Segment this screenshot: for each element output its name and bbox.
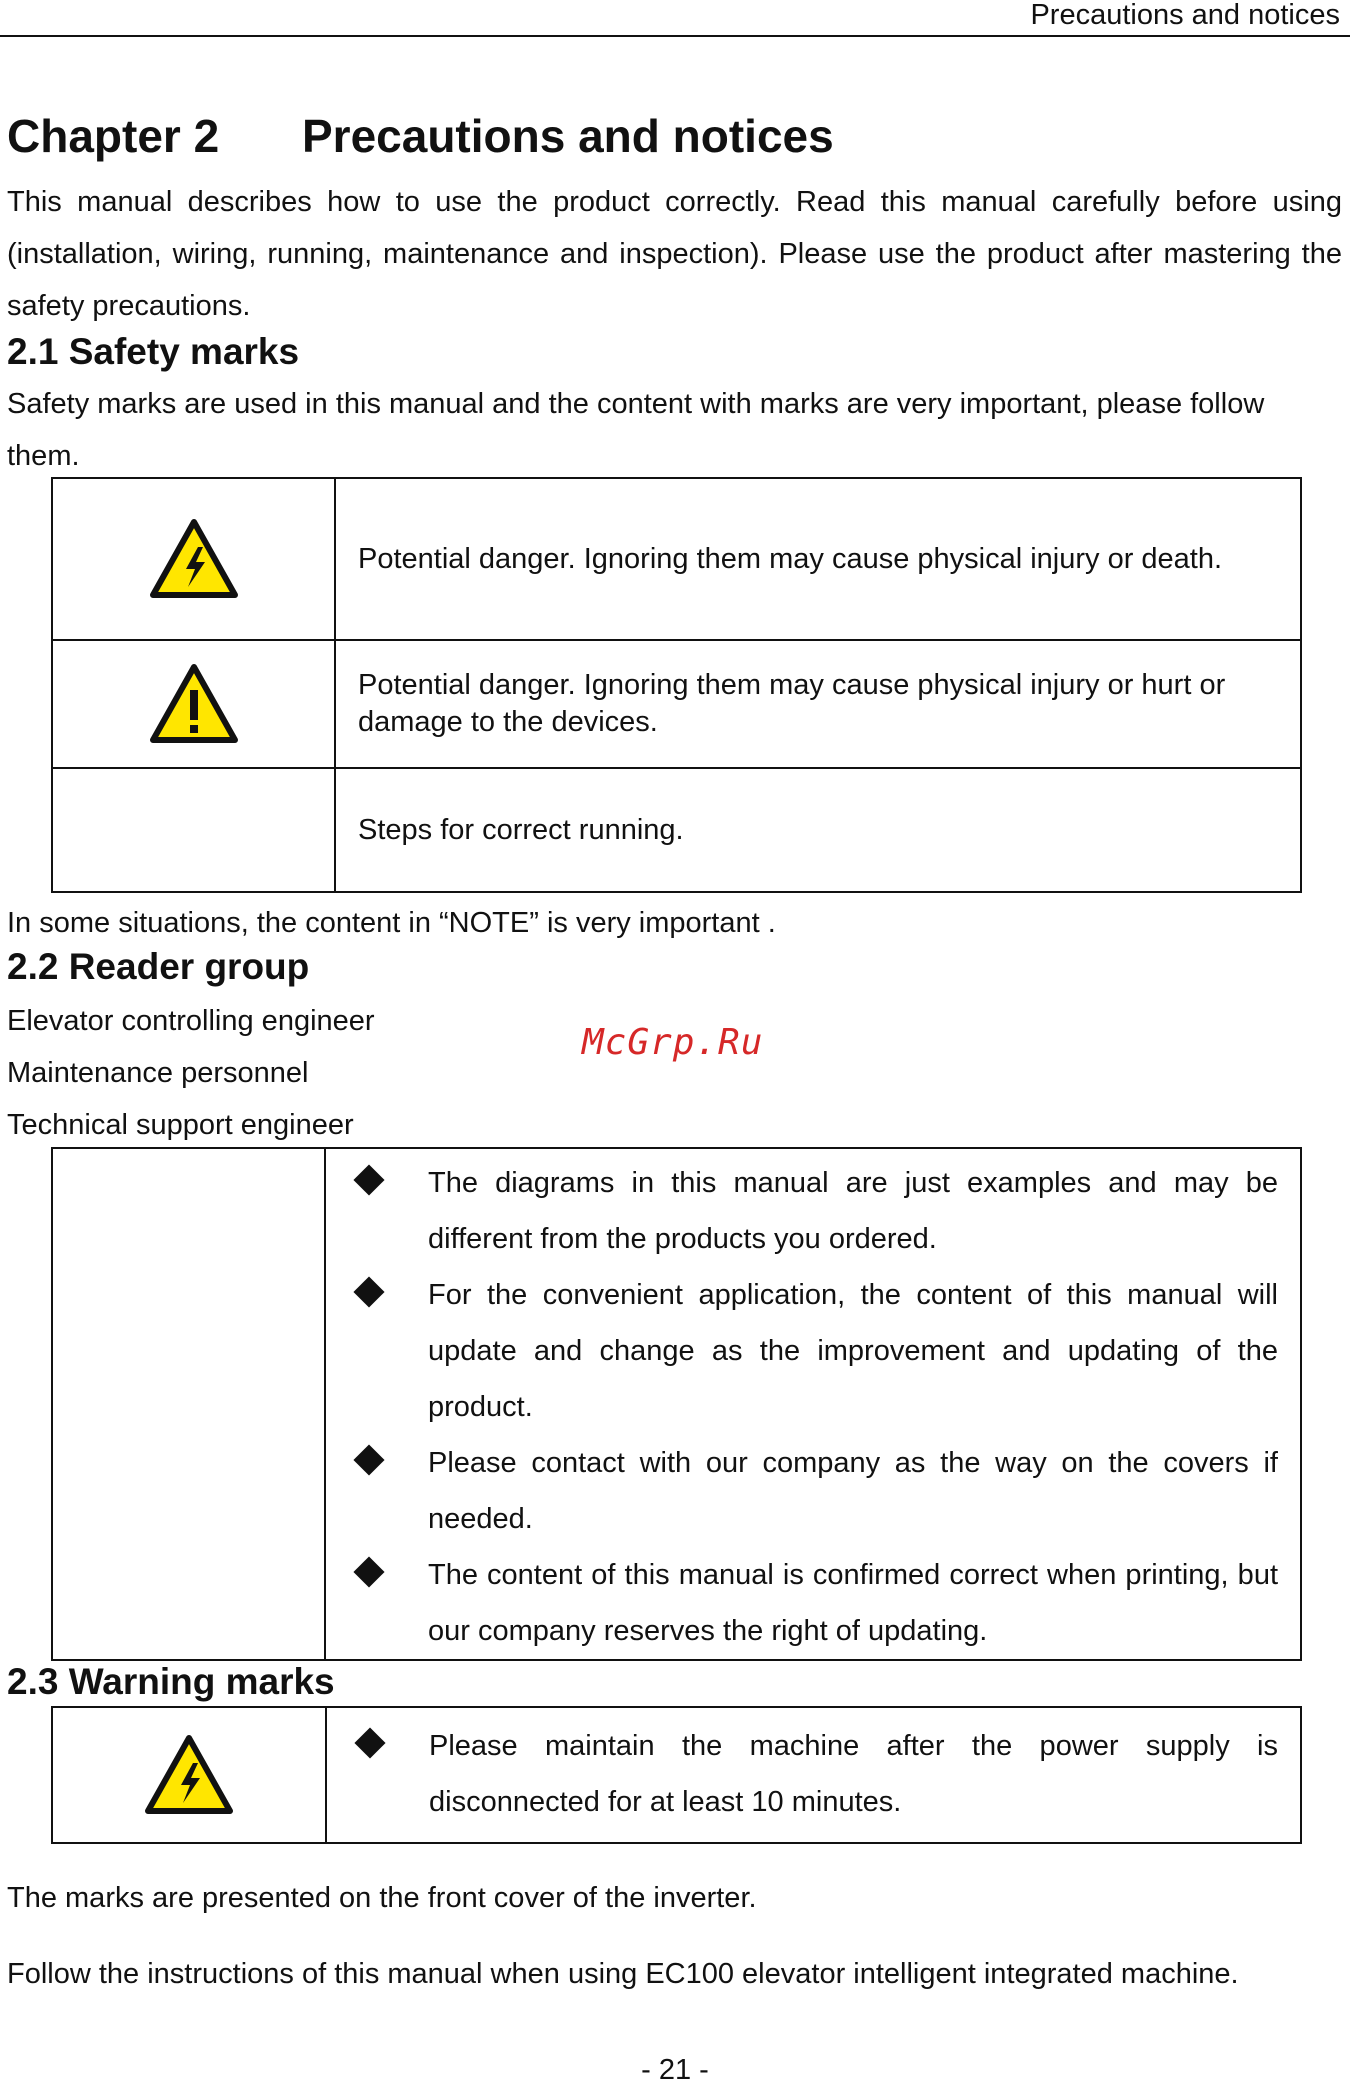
notes-table (51, 1147, 1302, 1661)
electric-shock-warning-icon (143, 1733, 235, 1817)
notes-list (326, 1149, 1300, 1659)
safety-text-cell (335, 768, 1301, 892)
safety-text-cell (335, 478, 1301, 640)
warning-row (52, 1707, 1301, 1843)
notes-list-cell (325, 1148, 1301, 1660)
safety-text-danger: Potential danger. Ignoring them may cause physical injury or death. (358, 542, 1223, 575)
list-item-text: Please maintain the machine after the power supply is disconnected for at least 10 minutes. (429, 1730, 1278, 1818)
list-item-text: The diagrams in this manual are just examples and may be different from the products you ordered. (428, 1167, 1278, 1255)
diamond-bullet-icon (353, 1444, 384, 1475)
list-item (347, 1718, 1278, 1830)
safety-marks-intro: Safety marks are used in this manual and the content with marks are very important, please follow them. (7, 388, 1265, 472)
safety-text-note: Steps for correct running. (358, 813, 684, 846)
safety-row-note (52, 768, 1301, 892)
list-item-text: For the convenient application, the content of this manual will update and change as the improvement and updating of the product. (428, 1279, 1278, 1423)
notes-icon-cell-empty (52, 1148, 325, 1660)
list-item (346, 1267, 1278, 1435)
section-heading-warning-marks: 2.3 Warning marks (7, 1661, 335, 1702)
exclamation-warning-icon (148, 662, 240, 746)
instructions-sentence: Follow the instructions of this manual when using EC100 elevator intelligent integrated machine. (7, 1958, 1239, 1990)
marks-location-sentence: The marks are presented on the front cover of the inverter. (7, 1882, 757, 1914)
safety-icon-cell (52, 478, 335, 640)
diamond-bullet-icon (354, 1727, 385, 1758)
safety-icon-cell (52, 640, 335, 768)
reader-item: Technical support engineer (7, 1109, 354, 1141)
intro-paragraph: This manual describes how to use the product correctly. Read this manual carefully before using (installation, wiring, running, maintenance and inspection). Please use the product after mastering the safety precautions. (7, 186, 1342, 322)
safety-text-caution: Potential danger. Ignoring them may cause physical injury or hurt or damage to the devices. (358, 669, 1226, 738)
warning-list (327, 1708, 1300, 1830)
section-heading-safety-marks: 2.1 Safety marks (7, 331, 300, 372)
list-item (346, 1155, 1278, 1267)
list-item-text: Please contact with our company as the way on the covers if needed. (428, 1447, 1278, 1535)
list-item (346, 1435, 1278, 1547)
safety-row-caution (52, 640, 1301, 768)
notes-row (52, 1148, 1301, 1660)
diamond-bullet-icon (353, 1276, 384, 1307)
note-sentence: In some situations, the content in “NOTE” is very important . (7, 907, 776, 939)
warning-marks-table (51, 1706, 1302, 1844)
diamond-bullet-icon (353, 1556, 384, 1587)
reader-item: Elevator controlling engineer (7, 1005, 375, 1037)
diamond-bullet-icon (353, 1164, 384, 1195)
safety-marks-table (51, 477, 1302, 893)
header-rule (0, 35, 1350, 37)
electric-shock-warning-icon (148, 517, 240, 601)
warning-text-cell (326, 1707, 1301, 1843)
chapter-number: Chapter 2 (7, 110, 220, 162)
watermark: McGrp.Ru (582, 1022, 764, 1063)
safety-icon-cell-empty (52, 768, 335, 892)
safety-text-cell (335, 640, 1301, 768)
running-header: Precautions and notices (1030, 0, 1340, 31)
warning-icon-cell (52, 1707, 326, 1843)
reader-item: Maintenance personnel (7, 1057, 309, 1089)
safety-row-danger (52, 478, 1301, 640)
list-item-text: The content of this manual is confirmed correct when printing, but our company reserves the right of updating. (428, 1559, 1278, 1647)
page-number: - 21 - (641, 2054, 709, 2086)
chapter-heading (7, 108, 834, 164)
list-item (346, 1547, 1278, 1659)
section-heading-reader-group: 2.2 Reader group (7, 946, 310, 987)
chapter-title: Precautions and notices (302, 110, 834, 162)
